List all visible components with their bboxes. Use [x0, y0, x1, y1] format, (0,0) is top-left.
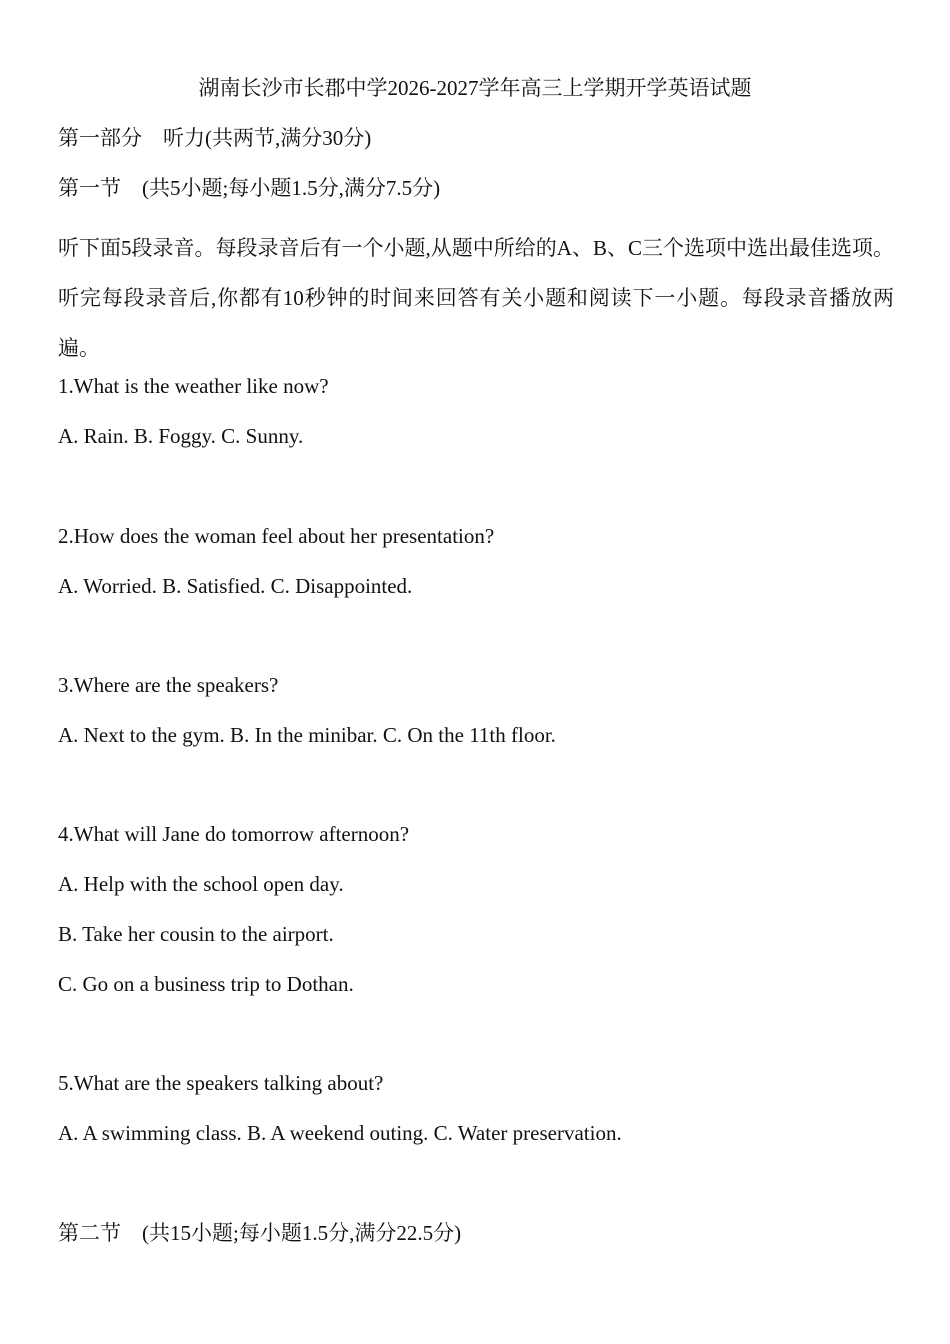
part1-heading: 第一部分 听力(共两节,满分30分) — [58, 126, 372, 150]
question-5-options: A. A swimming class. B. A weekend outing. C. Water preservation. — [58, 1121, 622, 1145]
question-1-options: A. Rain. B. Foggy. C. Sunny. — [58, 424, 304, 448]
question-4-text: 4.What will Jane do tomorrow afternoon? — [58, 822, 410, 846]
question-4-option-b: B. Take her cousin to the airport. — [58, 922, 334, 946]
question-4-option-a: A. Help with the school open day. — [58, 872, 344, 896]
section2-heading: 第二节 (共15小题;每小题1.5分,满分22.5分) — [58, 1221, 462, 1245]
question-3-text: 3.Where are the speakers? — [58, 673, 279, 697]
question-3-options: A. Next to the gym. B. In the minibar. C. On the 11th floor. — [58, 723, 556, 747]
question-5-text: 5.What are the speakers talking about? — [58, 1071, 384, 1095]
exam-title: 湖南长沙市长郡中学2026-2027学年高三上学期开学英语试题 — [198, 76, 752, 100]
section1-heading: 第一节 (共5小题;每小题1.5分,满分7.5分) — [58, 176, 441, 200]
section1-instructions: 听下面5段录音。每段录音后有一个小题,从题中所给的A、B、C三个选项中选出最佳选项。听完每段录音后,你都有10秒钟的时间来回答有关小题和阅读下一小题。每段录音播放两遍。 — [58, 236, 894, 360]
question-2-options: A. Worried. B. Satisfied. C. Disappointed. — [58, 574, 413, 598]
question-2-text: 2.How does the woman feel about her presentation? — [58, 524, 495, 548]
question-4-option-c: C. Go on a business trip to Dothan. — [58, 972, 354, 996]
question-1-text: 1.What is the weather like now? — [58, 374, 329, 398]
